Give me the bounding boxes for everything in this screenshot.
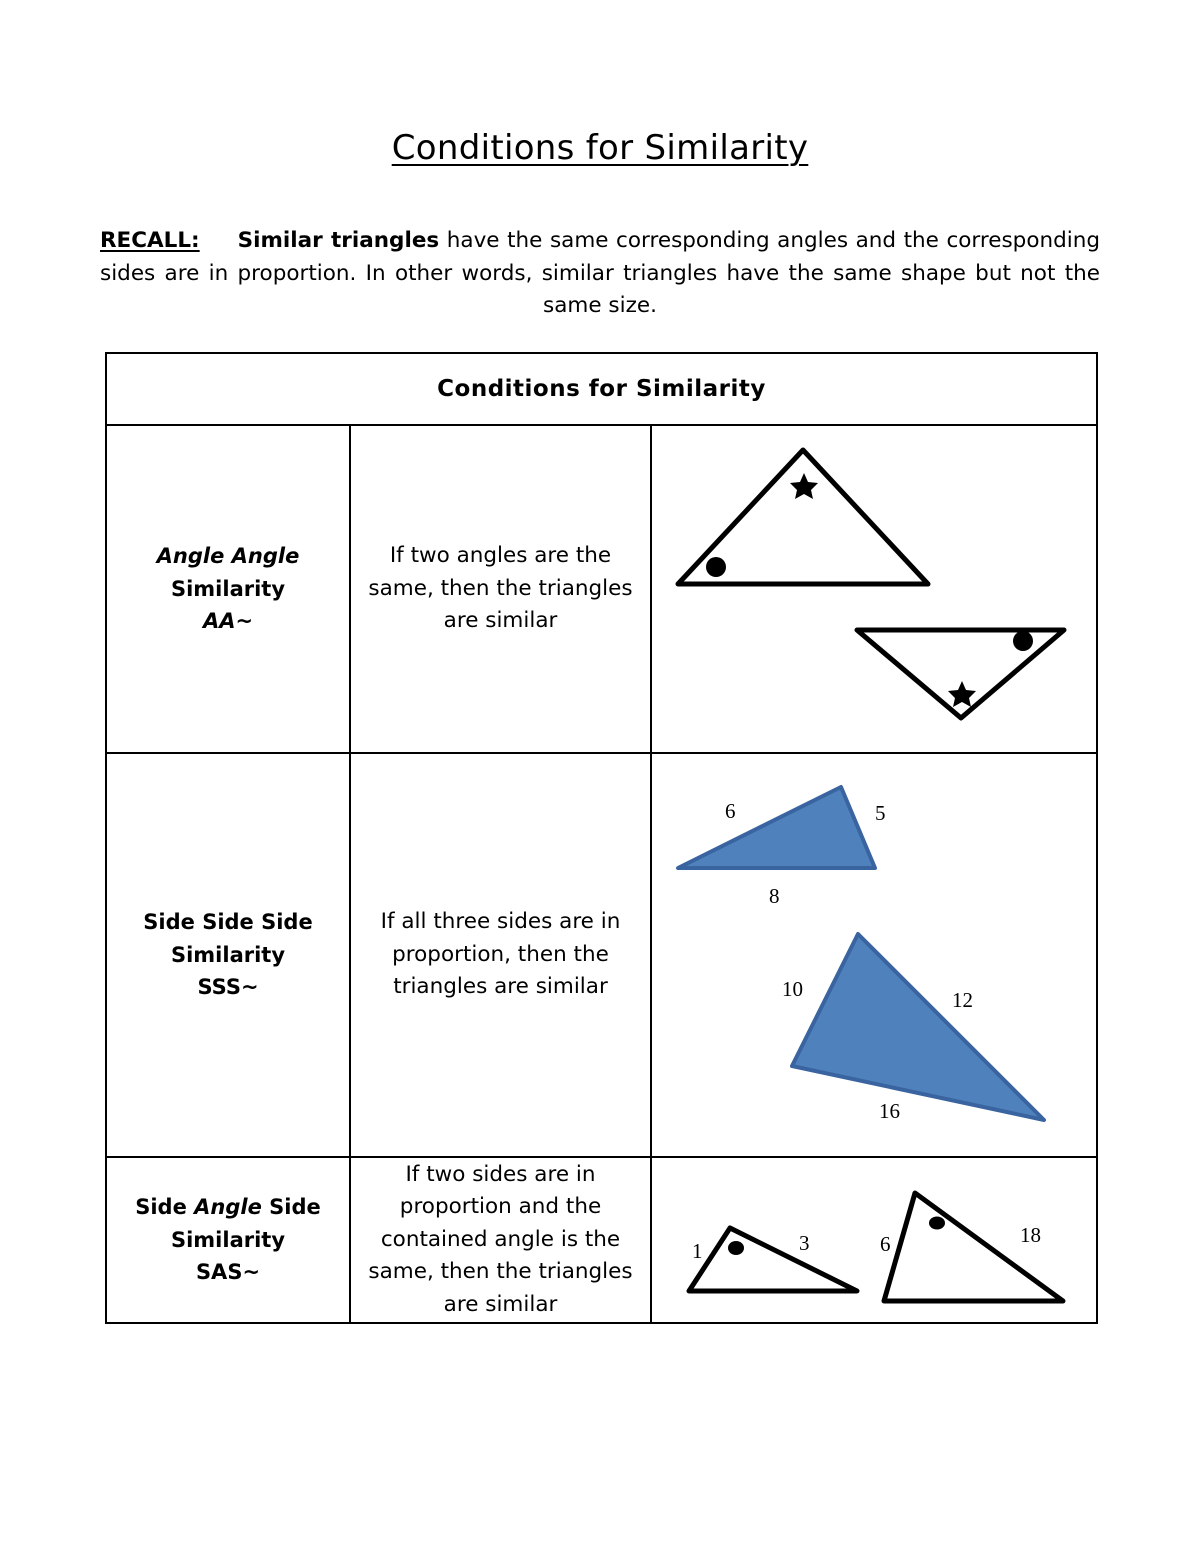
condition-abbr: SSS~ bbox=[197, 975, 259, 1000]
aa-triangles bbox=[652, 426, 1098, 754]
condition-name-angle: Angle bbox=[194, 1195, 262, 1220]
side-label: 1 bbox=[692, 1239, 703, 1263]
condition-description-sas: If two sides are in proportion and the contained angle is the same, then the triangles are similar bbox=[350, 1157, 651, 1323]
condition-name-sss bbox=[106, 753, 350, 1157]
sas-triangles bbox=[652, 1158, 1098, 1324]
side-label: 3 bbox=[799, 1231, 810, 1255]
condition-abbr: AA~ bbox=[202, 609, 254, 634]
table-row-sss bbox=[106, 753, 1097, 1157]
side-label: 6 bbox=[725, 799, 736, 823]
condition-name-side1: Side bbox=[135, 1195, 195, 1220]
side-label: 18 bbox=[1020, 1223, 1041, 1247]
table-row-aa bbox=[106, 425, 1097, 753]
star-angle-marker bbox=[948, 681, 976, 707]
page-title: Conditions for Similarity bbox=[391, 128, 809, 168]
sss-triangles bbox=[652, 754, 1098, 1158]
star-angle-marker bbox=[790, 473, 818, 499]
table-header: Conditions for Similarity bbox=[106, 353, 1097, 425]
condition-name-line2: Similarity bbox=[170, 1227, 286, 1252]
sss-large-triangle bbox=[792, 934, 1044, 1120]
condition-abbr: SAS~ bbox=[195, 1260, 261, 1285]
table-row-sas bbox=[106, 1157, 1097, 1323]
sas-large-triangle bbox=[884, 1193, 1063, 1301]
condition-name-aa bbox=[106, 425, 350, 753]
condition-name-line1: Angle Angle bbox=[156, 544, 300, 569]
dot-angle-marker bbox=[728, 1241, 744, 1255]
condition-name-sas bbox=[106, 1157, 350, 1323]
side-label: 5 bbox=[875, 801, 886, 825]
sas-small-triangle bbox=[689, 1228, 857, 1291]
sss-small-triangle bbox=[678, 787, 875, 868]
figure-aa bbox=[651, 425, 1097, 753]
side-label: 16 bbox=[879, 1099, 900, 1123]
condition-name-line1: Side Side Side bbox=[143, 910, 313, 935]
condition-description-sss: If all three sides are in proportion, then the triangles are similar bbox=[350, 753, 651, 1157]
dot-angle-marker bbox=[929, 1217, 945, 1230]
figure-sas bbox=[651, 1157, 1097, 1323]
side-label: 6 bbox=[880, 1232, 891, 1256]
side-label: 8 bbox=[769, 884, 780, 908]
dot-angle-marker bbox=[706, 557, 726, 577]
recall-term: Similar triangles bbox=[237, 228, 440, 253]
side-label: 12 bbox=[952, 988, 973, 1012]
recall-paragraph bbox=[100, 225, 1100, 323]
conditions-table bbox=[105, 352, 1098, 1324]
figure-sss bbox=[651, 753, 1097, 1157]
recall-label: RECALL: bbox=[100, 228, 200, 253]
side-label: 10 bbox=[782, 977, 803, 1001]
condition-name-line1 bbox=[107, 1191, 349, 1224]
recall-text: have the same corresponding angles and the corresponding sides are in proportion. In other words, similar triangles have the same shape but not the same size. bbox=[100, 228, 1101, 318]
condition-name-line2: Similarity bbox=[170, 576, 286, 601]
dot-angle-marker bbox=[1013, 631, 1033, 651]
condition-name-line2: Similarity bbox=[170, 942, 286, 967]
condition-description-aa: If two angles are the same, then the triangles are similar bbox=[350, 425, 651, 753]
aa-triangle-2 bbox=[857, 630, 1064, 718]
condition-name-side2: Side bbox=[261, 1195, 321, 1220]
